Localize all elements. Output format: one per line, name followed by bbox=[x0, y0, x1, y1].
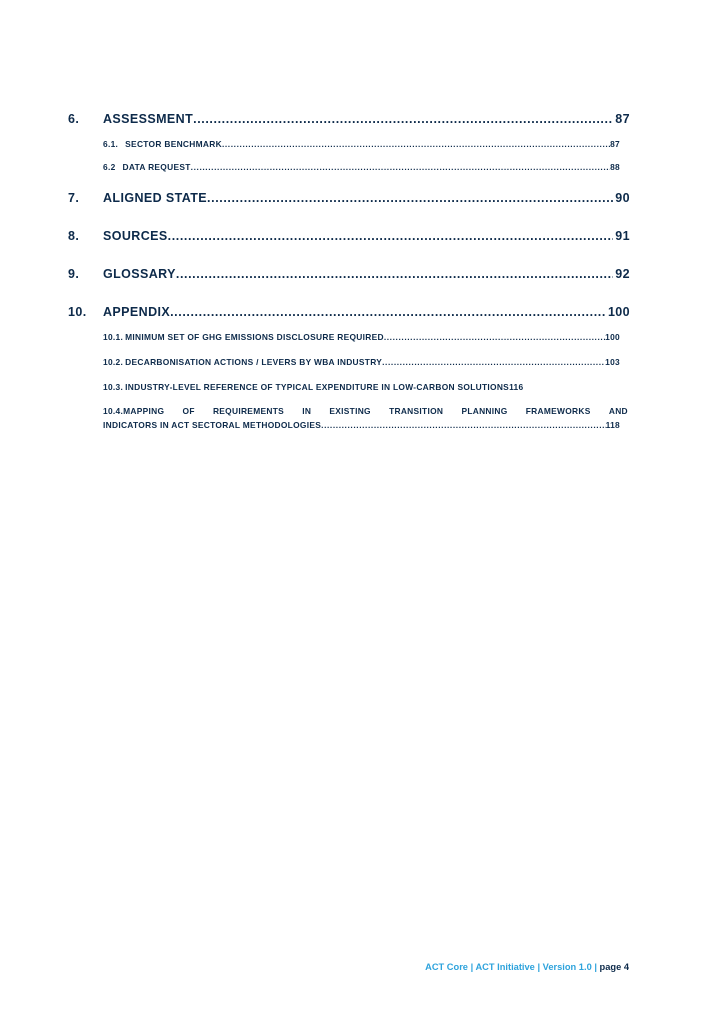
toc-title-word: FRAMEWORKS bbox=[525, 406, 591, 416]
toc-entry-sector-benchmark[interactable] bbox=[103, 139, 620, 151]
toc-entry-title: MINIMUM SET OF GHG EMISSIONS DISCLOSURE REQUIRED bbox=[125, 332, 384, 342]
footer-separator: | bbox=[470, 962, 474, 972]
toc-entry-page: 87 bbox=[615, 112, 630, 126]
toc-entry-sources[interactable] bbox=[68, 229, 630, 245]
toc-entry-appendix[interactable] bbox=[68, 305, 630, 321]
toc-entry-title: DATA REQUEST bbox=[122, 162, 191, 172]
toc-entry-title: ALIGNED STATE bbox=[103, 191, 208, 205]
toc-entry-data-request[interactable] bbox=[103, 162, 620, 174]
toc-entry-glossary[interactable] bbox=[68, 267, 630, 283]
toc-entry-title: INDICATORS IN ACT SECTORAL METHODOLOGIES bbox=[103, 420, 322, 430]
toc-entry-assessment[interactable] bbox=[68, 112, 630, 128]
toc-dot-leader bbox=[321, 418, 605, 432]
toc-entry-page: 88 bbox=[610, 162, 620, 172]
toc-entry-title: GLOSSARY bbox=[103, 267, 176, 281]
footer-version: Version 1.0 bbox=[542, 962, 592, 972]
toc-title-word: AND bbox=[608, 406, 628, 416]
toc-entry-title: INDUSTRY-LEVEL REFERENCE OF TYPICAL EXPENDITURE IN LOW-CARBON SOLUTIONS bbox=[125, 382, 510, 392]
toc-entry-number: 10.2. bbox=[103, 357, 124, 367]
toc-title-word: OF bbox=[182, 406, 195, 416]
toc-entry-page: 100 bbox=[607, 305, 630, 319]
toc-title-word: TRANSITION bbox=[389, 406, 444, 416]
toc-entry-number: 6.2 bbox=[103, 162, 116, 172]
toc-entry-title: SECTOR BENCHMARK bbox=[125, 139, 222, 149]
footer-separator: | bbox=[594, 962, 597, 972]
toc-entry-title: ASSESSMENT bbox=[103, 112, 194, 126]
toc-entry-number: 10. bbox=[68, 305, 87, 319]
toc-entry-ghg-disclosure[interactable] bbox=[103, 332, 620, 344]
toc-entry-number: 9. bbox=[68, 267, 80, 281]
toc-entry-aligned-state[interactable] bbox=[68, 191, 630, 207]
toc-entry-number-and-word bbox=[103, 404, 164, 418]
toc-entry-page: 103 bbox=[605, 357, 620, 367]
toc-entry-page: 91 bbox=[615, 229, 630, 243]
toc-dot-leader bbox=[170, 305, 606, 319]
toc-entry-low-carbon-expenditure[interactable] bbox=[103, 382, 620, 394]
toc-entry-decarbonisation-actions[interactable] bbox=[103, 357, 620, 369]
toc-title-word: PLANNING bbox=[461, 406, 508, 416]
toc-entry-title: SOURCES bbox=[103, 229, 168, 243]
toc-dot-leader bbox=[193, 112, 613, 126]
toc-entry-page: 118 bbox=[605, 420, 620, 430]
toc-entry-page: 90 bbox=[615, 191, 630, 205]
toc-title-word: EXISTING bbox=[329, 406, 371, 416]
toc-dot-leader bbox=[382, 357, 605, 367]
toc-entry-title: DECARBONISATION ACTIONS / LEVERS BY WBA INDUSTRY bbox=[125, 357, 383, 367]
toc-entry-number: 10.1. bbox=[103, 332, 124, 342]
toc-entry-title-line2 bbox=[103, 418, 620, 432]
footer-doc-name: ACT Core bbox=[425, 962, 468, 972]
toc-entry-number: 10.3. bbox=[103, 382, 124, 392]
toc-entry-title: APPENDIX bbox=[103, 305, 171, 319]
toc-dot-leader bbox=[176, 267, 613, 281]
toc-entry-number: 7. bbox=[68, 191, 80, 205]
toc-entry-page: 87 bbox=[610, 139, 620, 149]
footer-page-number: page 4 bbox=[599, 962, 629, 972]
toc-entry-number: 8. bbox=[68, 229, 80, 243]
toc-entry-page: 100 bbox=[605, 332, 620, 342]
toc-dot-leader bbox=[384, 332, 605, 342]
footer-org-name: ACT Initiative bbox=[475, 962, 535, 972]
toc-entry-framework-mapping[interactable] bbox=[103, 404, 628, 432]
toc-dot-leader bbox=[191, 162, 610, 172]
toc-dot-leader bbox=[222, 139, 610, 149]
table-of-contents bbox=[68, 112, 630, 432]
toc-title-word: REQUIREMENTS bbox=[212, 406, 285, 416]
toc-dot-leader bbox=[207, 191, 613, 205]
toc-dot-leader bbox=[168, 229, 614, 243]
toc-entry-number: 6.1. bbox=[103, 139, 119, 149]
toc-entry-number: 6. bbox=[68, 112, 80, 126]
toc-entry-page: 116 bbox=[509, 382, 524, 392]
footer-separator: | bbox=[537, 962, 541, 972]
page-footer bbox=[425, 962, 629, 972]
toc-title-word: IN bbox=[302, 406, 312, 416]
toc-title-word: MAPPING bbox=[123, 406, 165, 416]
toc-entry-title-line1 bbox=[103, 404, 628, 418]
toc-entry-page: 92 bbox=[615, 267, 630, 281]
toc-entry-number: 10.4. bbox=[103, 406, 124, 416]
